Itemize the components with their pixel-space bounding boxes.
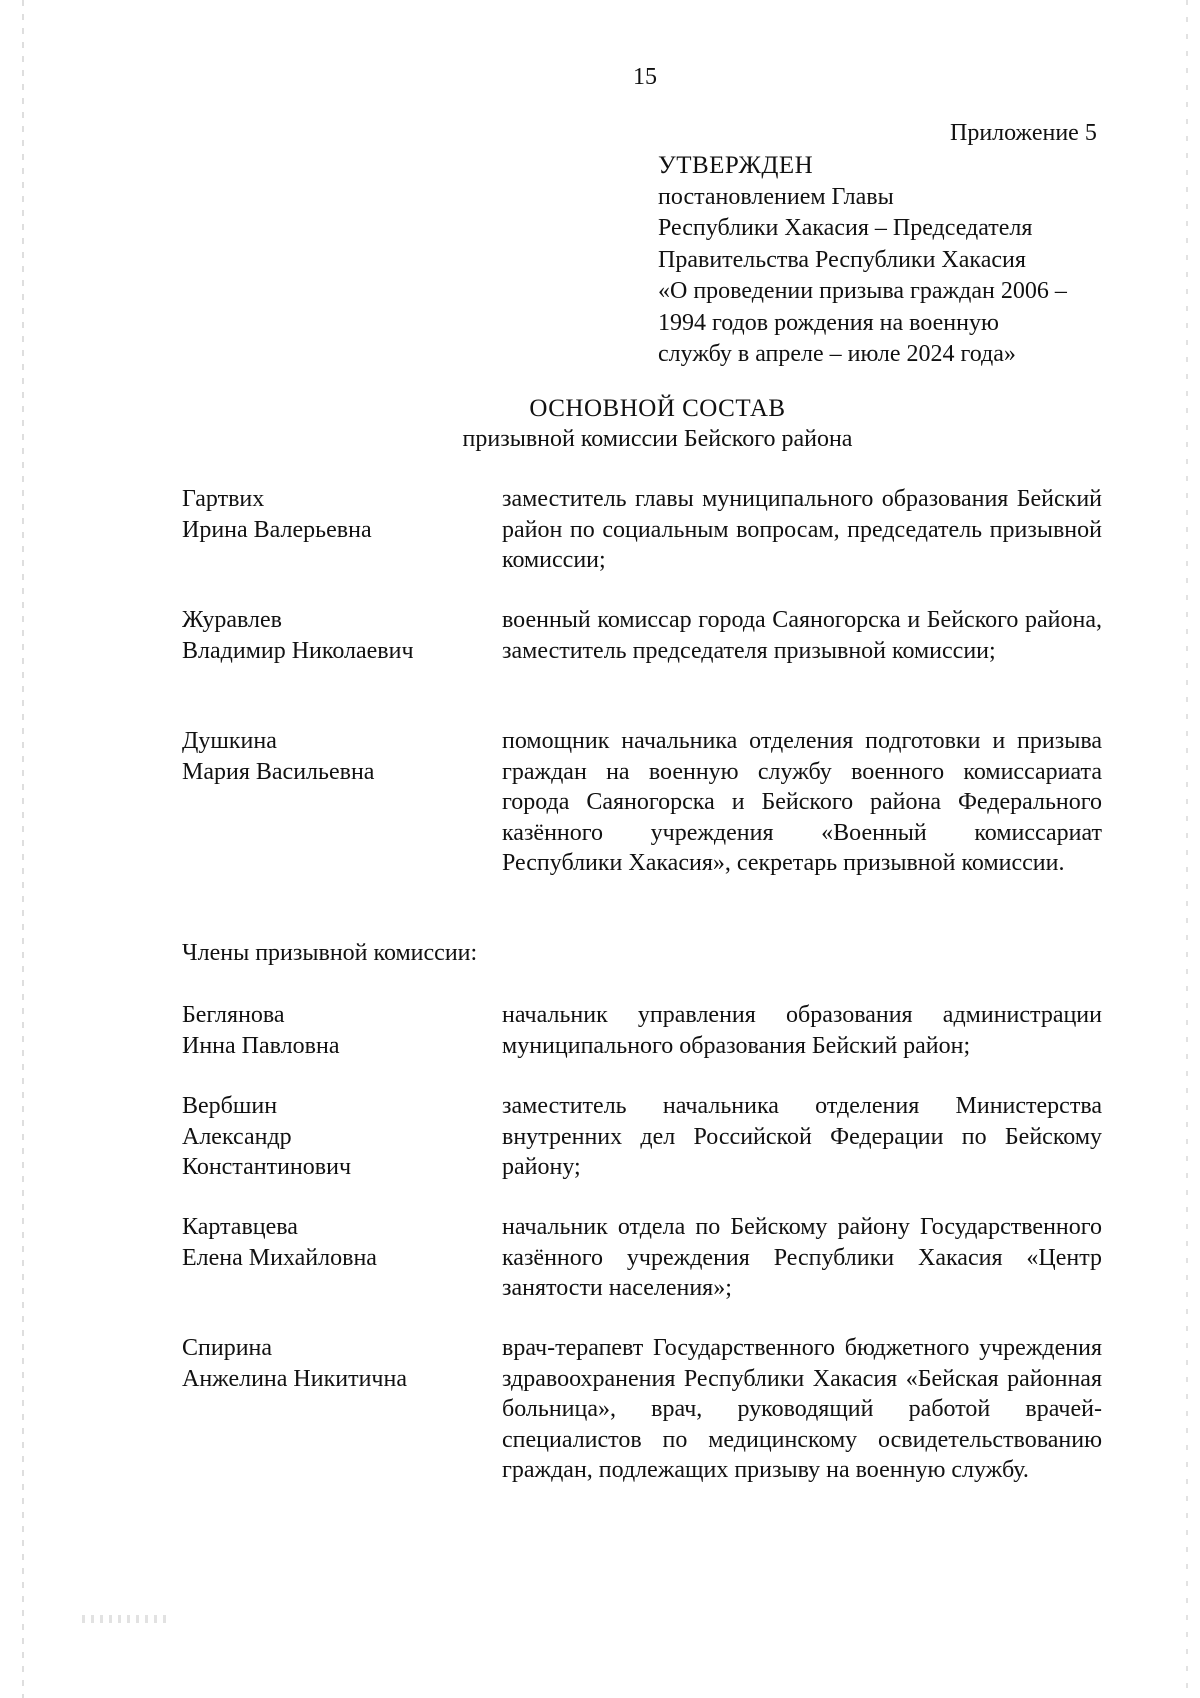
member-surname: Беглянова [182,1002,285,1028]
member-name [182,1000,482,1061]
member-given-names: Елена Михайловна [182,1244,377,1271]
approval-line: постановлением Главы [658,183,894,210]
member-surname: Картавцева [182,1214,298,1240]
approval-block [658,150,1138,371]
member-given-names: Инна Павловна [182,1032,340,1059]
member-name [182,484,482,545]
member-given-names: Мария Васильевна [182,758,375,785]
member-surname: Вербшин [182,1093,278,1119]
member-role: заместитель начальника отделения Министерства внутренних дел Российской Федерации по Бейскому району; [502,1093,1102,1180]
scan-edge-right [1186,0,1188,1698]
member-role: заместитель главы муниципального образования Бейский район по социальным вопросам, председатель призывной комиссии; [502,486,1102,573]
member-role: начальник управления образования администрации муниципального образования Бейский район; [502,1002,1102,1059]
member-surname: Журавлев [182,607,282,633]
approval-line: Правительства Республики Хакасия [658,246,1026,273]
scan-artifact [82,1615,172,1623]
member-role: начальник отдела по Бейскому району Государственного казённого учреждения Республики Хакасия «Центр занятости населения»; [502,1214,1102,1301]
member-name [182,605,482,666]
member-role: помощник начальника отделения подготовки и призыва граждан на военную службу военного комиссариата города Саяногорска и Бейского района Федерального казённого учреждения «Военный комиссариат Республики Хакасия», секретарь призывной комиссии. [502,728,1102,876]
scan-edge-left [22,0,24,1698]
approval-line: Республики Хакасия – Председателя [658,215,1033,241]
members-caption: Члены призывной комиссии: [182,940,478,966]
member-given-names: Анжелина Никитична [182,1365,407,1392]
member-name [182,1333,482,1394]
member-name [182,1091,482,1183]
member-given-names: Александр [182,1123,292,1150]
member-role: военный комиссар города Саяногорска и Бейского района, заместитель председателя призывной комиссии; [502,607,1102,664]
approval-line: службу в апреле – июле 2024 года» [658,341,1016,367]
page-number: 15 [633,64,657,90]
member-given-names: Ирина Валерьевна [182,516,372,543]
appendix-label: Приложение 5 [950,120,1097,146]
member-role: врач-терапевт Государственного бюджетного учреждения здравоохранения Республики Хакасия «Бейская районная больница», врач, руководящий работой врачей-специалистов по медицинскому освидетельствованию граждан, подлежащих призыву на военную службу. [502,1335,1102,1483]
member-given-names: Владимир Николаевич [182,637,414,664]
composition-heading [0,393,1200,455]
member-name [182,1212,482,1273]
member-surname: Спирина [182,1335,273,1361]
approval-title: УТВЕРЖДЕН [658,152,814,179]
member-surname: Гартвих [182,486,265,512]
member-patronymic: Константинович [182,1154,352,1180]
member-surname: Душкина [182,728,277,754]
member-name [182,726,482,787]
approval-line: 1994 годов рождения на военную [658,309,999,336]
heading-subtitle: призывной комиссии Бейского района [462,426,853,452]
heading-title: ОСНОВНОЙ СОСТАВ [529,395,786,422]
approval-line: «О проведении призыва граждан 2006 – [658,278,1067,304]
